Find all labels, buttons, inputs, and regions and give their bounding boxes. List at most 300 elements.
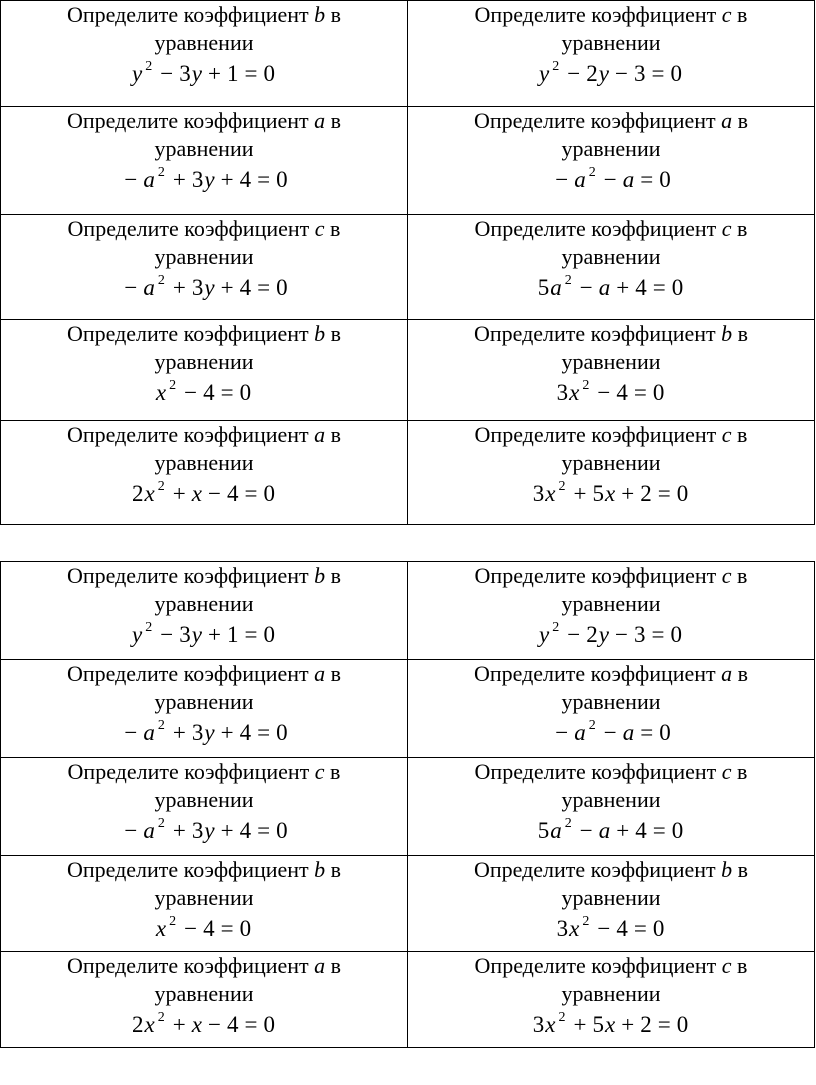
- equation-operator: =: [652, 818, 667, 843]
- equation-term: 0: [652, 380, 666, 405]
- card-table-body: [1, 562, 815, 1048]
- coefficient-letter: c: [721, 953, 732, 978]
- equation-operator: −: [597, 380, 612, 405]
- equation-operator: +: [220, 818, 235, 843]
- equation-exponent: 2: [145, 59, 154, 74]
- task-prompt: [67, 107, 341, 135]
- equation-term: 0: [239, 916, 253, 941]
- prompt-line-2: уравнении: [154, 787, 254, 812]
- equation-exponent: 2: [169, 378, 178, 393]
- equation: [132, 1008, 276, 1042]
- equation-operator: +: [573, 481, 588, 506]
- card-row: [1, 107, 815, 215]
- prompt-line-2: уравнении: [561, 689, 661, 714]
- equation-operator: +: [220, 720, 235, 745]
- equation-exponent: 2: [552, 620, 561, 635]
- equation-term: 3x: [532, 1012, 557, 1037]
- equation-exponent: 2: [157, 1010, 166, 1025]
- equation: [156, 376, 252, 410]
- equation: [119, 163, 288, 197]
- equation-operator: −: [614, 622, 629, 647]
- task-card: [408, 215, 815, 320]
- equation-exponent: 2: [157, 479, 166, 494]
- equation-term: a: [574, 167, 587, 192]
- task-card: [1, 562, 408, 660]
- task-prompt: [67, 421, 341, 449]
- coefficient-letter: a: [721, 661, 733, 686]
- coefficient-letter: b: [721, 857, 733, 882]
- coefficient-letter: c: [721, 759, 732, 784]
- task-card-content: [1, 562, 407, 652]
- task-prompt: [474, 856, 748, 884]
- equation-term: 2y: [586, 622, 610, 647]
- equation-operator: −: [207, 1012, 222, 1037]
- equation-operator: =: [220, 380, 235, 405]
- prompt-preposition: в: [330, 216, 341, 241]
- task-card-content: [408, 660, 814, 750]
- equation-operator: −: [184, 916, 199, 941]
- equation: [119, 271, 288, 305]
- equation: [533, 1008, 689, 1042]
- coefficient-letter: c: [314, 216, 325, 241]
- prompt-text: Определите коэффициент: [474, 422, 717, 447]
- task-prompt: [67, 1, 341, 29]
- equation-operator: =: [244, 481, 259, 506]
- task-card-content: [1, 660, 407, 750]
- task-prompt: [67, 856, 341, 884]
- prompt-text: Определите коэффициент: [66, 563, 309, 588]
- coefficient-letter: c: [314, 759, 325, 784]
- coefficient-letter: c: [721, 216, 732, 241]
- task-card-content: [408, 758, 814, 848]
- prompt-text: Определите коэффициент: [66, 422, 309, 447]
- equation-term: a: [143, 720, 156, 745]
- task-card-content: [408, 421, 814, 511]
- equation-exponent: 2: [582, 914, 591, 929]
- prompt-text: Определите коэффициент: [474, 563, 717, 588]
- task-card-content: [1, 952, 407, 1042]
- equation: [119, 716, 288, 750]
- equation-term: 2: [640, 481, 653, 506]
- card-row: [1, 562, 815, 660]
- equation-term: a: [598, 818, 612, 843]
- task-card-content: [408, 952, 814, 1042]
- equation-term: 4: [635, 818, 648, 843]
- equation-operator: +: [616, 818, 631, 843]
- equation-operator: −: [579, 818, 594, 843]
- equation-term: 0: [659, 167, 672, 192]
- equation-term: 2x: [132, 481, 156, 506]
- equation-term: 4: [616, 380, 629, 405]
- equation-operator: +: [621, 481, 636, 506]
- equation-exponent: 2: [558, 479, 567, 494]
- task-prompt: [67, 660, 341, 688]
- equation-term: 0: [276, 720, 289, 745]
- prompt-preposition: в: [330, 422, 342, 447]
- equation-term: 0: [652, 916, 666, 941]
- prompt-preposition: в: [737, 422, 748, 447]
- equation-operator: =: [651, 61, 666, 86]
- prompt-text: Определите коэффициент: [66, 321, 309, 346]
- equation-operator: =: [657, 481, 672, 506]
- equation-operator: +: [172, 481, 187, 506]
- equation-term: y: [132, 622, 144, 647]
- prompt-line-2: уравнении: [154, 885, 254, 910]
- equation-operator: +: [207, 622, 222, 647]
- equation: [557, 912, 666, 946]
- prompt-preposition: в: [737, 953, 748, 978]
- equation: [533, 477, 689, 511]
- task-card: [1, 856, 408, 952]
- coefficient-letter: b: [314, 2, 326, 27]
- prompt-preposition: в: [330, 321, 342, 346]
- task-card-content: [1, 320, 407, 410]
- equation-operator: =: [633, 916, 648, 941]
- task-card: [408, 660, 815, 758]
- equation-term: 3x: [532, 481, 557, 506]
- prompt-line-2: уравнении: [154, 981, 254, 1006]
- equation-term: 2y: [586, 61, 610, 86]
- task-card: [1, 952, 408, 1048]
- prompt-text: Определите коэффициент: [474, 759, 717, 784]
- prompt-preposition: в: [737, 661, 749, 686]
- equation-operator: +: [220, 275, 235, 300]
- equation-exponent: 2: [558, 1010, 567, 1025]
- task-prompt: [475, 1, 748, 29]
- equation-operator: −: [207, 481, 222, 506]
- equation-operator: +: [172, 167, 187, 192]
- prompt-line-2: уравнении: [561, 981, 661, 1006]
- equation-term: 0: [670, 61, 683, 86]
- prompt-text: Определите коэффициент: [67, 759, 310, 784]
- equation-term: x: [191, 481, 203, 506]
- equation-exponent: 2: [552, 59, 561, 74]
- task-card: [408, 856, 815, 952]
- equation-term: 0: [239, 380, 253, 405]
- task-prompt: [68, 215, 341, 243]
- prompt-text: Определите коэффициент: [474, 2, 717, 27]
- equation-operator: =: [257, 275, 272, 300]
- prompt-preposition: в: [330, 108, 342, 133]
- task-prompt: [475, 562, 748, 590]
- equation-term: 0: [263, 1012, 276, 1037]
- task-card: [1, 758, 408, 856]
- equation-term: 0: [676, 1012, 690, 1037]
- prompt-text: Определите коэффициент: [474, 216, 717, 241]
- equation-operator: =: [640, 720, 655, 745]
- equation-operator: =: [657, 1012, 672, 1037]
- prompt-line-2: уравнении: [561, 136, 661, 161]
- equation-term: 0: [670, 622, 683, 647]
- task-card-content: [408, 107, 814, 197]
- equation-term: a: [622, 167, 636, 192]
- equation-operator: +: [172, 1012, 187, 1037]
- prompt-preposition: в: [330, 857, 342, 882]
- card-row: [1, 758, 815, 856]
- equation-operator: −: [184, 380, 199, 405]
- prompt-preposition: в: [737, 216, 748, 241]
- task-prompt: [475, 952, 748, 980]
- prompt-preposition: в: [330, 563, 342, 588]
- equation-operator: −: [597, 916, 612, 941]
- equation: [550, 163, 671, 197]
- equation-term: 4: [226, 1012, 240, 1037]
- equation-operator: =: [633, 380, 648, 405]
- equation-term: 4: [239, 167, 253, 192]
- equation-exponent: 2: [588, 165, 597, 180]
- prompt-preposition: в: [330, 953, 342, 978]
- task-card-content: [408, 856, 814, 946]
- card-row: [1, 320, 815, 421]
- equation: [132, 477, 276, 511]
- prompt-text: Определите коэффициент: [474, 953, 717, 978]
- equation-term: a: [574, 720, 587, 745]
- task-card-content: [408, 215, 814, 305]
- equation-operator: −: [124, 167, 139, 192]
- prompt-text: Определите коэффициент: [66, 953, 309, 978]
- equation-operator: =: [244, 61, 259, 86]
- equation-term: 0: [263, 622, 276, 647]
- prompt-text: Определите коэффициент: [66, 108, 309, 133]
- equation-operator: −: [603, 167, 618, 192]
- equation-operator: =: [257, 167, 272, 192]
- equation-operator: −: [555, 167, 570, 192]
- equation-term: 0: [671, 275, 685, 300]
- equation-operator: =: [244, 1012, 259, 1037]
- task-card: [1, 660, 408, 758]
- equation-operator: =: [640, 167, 655, 192]
- prompt-line-2: уравнении: [561, 349, 661, 374]
- task-card: [408, 952, 815, 1048]
- equation-operator: −: [603, 720, 618, 745]
- equation-operator: +: [621, 1012, 636, 1037]
- task-card: [408, 107, 815, 215]
- prompt-text: Определите коэффициент: [473, 321, 716, 346]
- equation-term: 0: [676, 481, 690, 506]
- coefficient-letter: a: [314, 108, 326, 133]
- equation-term: 0: [276, 818, 289, 843]
- equation: [539, 618, 683, 652]
- equation-exponent: 2: [564, 273, 573, 288]
- equation-term: a: [598, 275, 612, 300]
- equation-exponent: 2: [582, 378, 591, 393]
- equation-exponent: 2: [157, 273, 166, 288]
- equation-term: 3y: [191, 818, 216, 843]
- equation-operator: −: [567, 61, 582, 86]
- prompt-preposition: в: [330, 661, 342, 686]
- equation-exponent: 2: [157, 165, 166, 180]
- task-card: [408, 320, 815, 421]
- equation-exponent: 2: [169, 914, 178, 929]
- task-card-content: [1, 107, 407, 197]
- task-prompt: [67, 952, 341, 980]
- prompt-preposition: в: [330, 759, 341, 784]
- equation-term: 1: [226, 622, 240, 647]
- task-card: [408, 562, 815, 660]
- task-prompt: [474, 107, 748, 135]
- coefficient-letter: a: [314, 953, 326, 978]
- task-prompt: [67, 320, 341, 348]
- equation-term: 3: [633, 622, 647, 647]
- prompt-line-2: уравнении: [154, 591, 254, 616]
- prompt-text: Определите коэффициент: [473, 857, 716, 882]
- card-table-top: [0, 0, 815, 525]
- task-card-content: [1, 215, 407, 305]
- equation-operator: +: [207, 61, 222, 86]
- task-card: [1, 421, 408, 525]
- equation-term: 3: [633, 61, 647, 86]
- task-card-content: [1, 856, 407, 946]
- equation-term: 5x: [592, 1012, 617, 1037]
- equation-operator: −: [567, 622, 582, 647]
- equation-term: y: [539, 622, 551, 647]
- card-row: [1, 421, 815, 525]
- equation: [550, 716, 671, 750]
- equation-term: 2: [640, 1012, 653, 1037]
- prompt-preposition: в: [737, 759, 748, 784]
- coefficient-letter: b: [314, 857, 326, 882]
- equation-term: x: [155, 916, 168, 941]
- prompt-preposition: в: [737, 857, 749, 882]
- equation: [119, 814, 288, 848]
- equation-operator: +: [172, 818, 187, 843]
- equation-term: 0: [276, 275, 289, 300]
- equation-operator: −: [124, 720, 139, 745]
- equation-term: 0: [263, 61, 276, 86]
- task-card: [1, 107, 408, 215]
- equation-term: 0: [659, 720, 672, 745]
- equation-term: 5x: [592, 481, 617, 506]
- task-card-content: [408, 562, 814, 652]
- equation-term: 3y: [179, 61, 203, 86]
- coefficient-letter: c: [721, 422, 732, 447]
- prompt-line-2: уравнении: [154, 244, 254, 269]
- equation-term: x: [191, 1012, 203, 1037]
- equation-operator: −: [160, 61, 175, 86]
- prompt-line-2: уравнении: [561, 30, 661, 55]
- coefficient-letter: b: [314, 321, 326, 346]
- equation-term: 4: [239, 818, 253, 843]
- equation-operator: =: [651, 622, 666, 647]
- card-table-bottom: [0, 561, 815, 1048]
- equation-operator: −: [160, 622, 175, 647]
- prompt-line-2: уравнении: [154, 689, 254, 714]
- equation: [538, 814, 684, 848]
- equation-term: 4: [616, 916, 629, 941]
- equation: [132, 57, 276, 91]
- prompt-preposition: в: [330, 2, 342, 27]
- equation-term: 4: [226, 481, 240, 506]
- equation-term: 3y: [191, 720, 216, 745]
- equation-term: 2x: [132, 1012, 156, 1037]
- equation-operator: +: [616, 275, 631, 300]
- equation-operator: +: [172, 720, 187, 745]
- equation-term: 0: [263, 481, 276, 506]
- task-card-content: [408, 1, 814, 91]
- task-prompt: [475, 758, 748, 786]
- equation: [156, 912, 252, 946]
- equation-operator: −: [555, 720, 570, 745]
- equation-term: a: [622, 720, 636, 745]
- task-prompt: [474, 660, 748, 688]
- equation-term: x: [155, 380, 168, 405]
- prompt-line-2: уравнении: [561, 244, 661, 269]
- equation-operator: +: [172, 275, 187, 300]
- prompt-text: Определите коэффициент: [67, 216, 310, 241]
- equation-term: 4: [203, 380, 216, 405]
- prompt-preposition: в: [737, 2, 748, 27]
- task-prompt: [475, 215, 748, 243]
- equation-term: 5a: [537, 275, 563, 300]
- equation-operator: +: [220, 167, 235, 192]
- prompt-preposition: в: [737, 563, 748, 588]
- equation-operator: −: [124, 275, 139, 300]
- equation: [539, 57, 683, 91]
- equation-exponent: 2: [588, 718, 597, 733]
- task-card: [408, 758, 815, 856]
- equation-term: 5a: [537, 818, 563, 843]
- equation-term: y: [132, 61, 144, 86]
- equation-term: 3x: [556, 380, 581, 405]
- card-row: [1, 215, 815, 320]
- equation-term: 1: [226, 61, 240, 86]
- prompt-line-2: уравнении: [154, 30, 254, 55]
- equation-term: 4: [239, 275, 253, 300]
- equation: [132, 618, 276, 652]
- task-prompt: [67, 562, 341, 590]
- prompt-line-2: уравнении: [561, 450, 661, 475]
- equation-operator: =: [244, 622, 259, 647]
- card-row: [1, 856, 815, 952]
- equation-operator: =: [220, 916, 235, 941]
- equation-operator: −: [124, 818, 139, 843]
- equation-term: a: [143, 167, 156, 192]
- prompt-line-2: уравнении: [561, 591, 661, 616]
- equation-term: 4: [239, 720, 253, 745]
- equation-operator: −: [614, 61, 629, 86]
- task-card: [408, 421, 815, 525]
- coefficient-letter: b: [314, 563, 326, 588]
- equation-exponent: 2: [145, 620, 154, 635]
- coefficient-letter: c: [721, 563, 732, 588]
- task-card-content: [408, 320, 814, 410]
- task-card-content: [1, 1, 407, 91]
- card-row: [1, 952, 815, 1048]
- task-card-content: [1, 758, 407, 848]
- prompt-text: Определите коэффициент: [473, 661, 716, 686]
- task-card: [1, 320, 408, 421]
- equation-term: 4: [203, 916, 216, 941]
- task-prompt: [475, 421, 748, 449]
- card-row: [1, 1, 815, 107]
- equation-term: a: [143, 818, 156, 843]
- prompt-line-2: уравнении: [154, 450, 254, 475]
- equation-term: 0: [276, 167, 289, 192]
- equation-term: 0: [671, 818, 685, 843]
- equation-term: y: [539, 61, 551, 86]
- prompt-line-2: уравнении: [154, 349, 254, 374]
- equation: [538, 271, 684, 305]
- coefficient-letter: b: [721, 321, 733, 346]
- prompt-text: Определите коэффициент: [66, 2, 309, 27]
- equation-term: 4: [635, 275, 648, 300]
- task-card: [408, 1, 815, 107]
- prompt-text: Определите коэффициент: [473, 108, 716, 133]
- equation-term: 3y: [191, 167, 216, 192]
- task-card-content: [1, 421, 407, 511]
- card-table-body: [1, 1, 815, 525]
- equation-term: 3y: [179, 622, 203, 647]
